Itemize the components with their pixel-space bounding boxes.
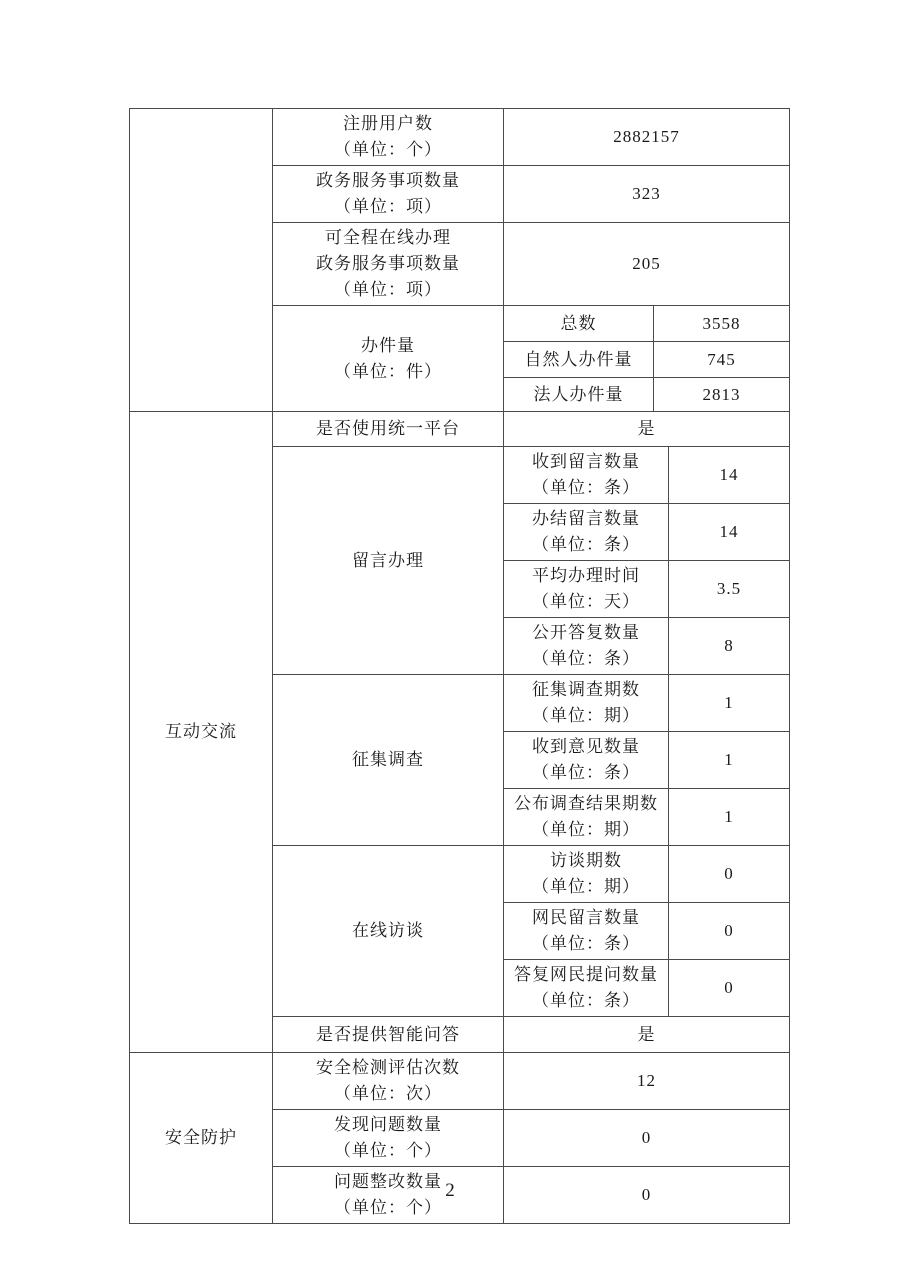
label-problems-found (273, 1110, 504, 1167)
label-unit-line: （单位：期） (532, 877, 640, 896)
value-case-natural-person: 745 (654, 342, 790, 378)
label-unit-line: （单位：条） (532, 478, 640, 497)
label-security-assessments (273, 1053, 504, 1110)
label-unit-line: （单位：条） (532, 649, 640, 668)
label-line: 访谈期数 (550, 851, 622, 870)
value-messages-completed: 14 (669, 504, 790, 561)
label-line: 答复网民提问数量 (514, 965, 658, 984)
value-opinions-received: 1 (669, 732, 790, 789)
value-survey-results-published: 1 (669, 789, 790, 846)
group-label-interview: 在线访谈 (273, 846, 504, 1017)
label-survey-results-published (504, 789, 669, 846)
category-cell-empty (130, 109, 273, 412)
label-online-service-items (273, 223, 504, 306)
label-registered-users (273, 109, 504, 166)
value-registered-users: 2882157 (504, 109, 790, 166)
group-label-case-volume (273, 306, 504, 412)
value-problems-found: 0 (504, 1110, 790, 1167)
label-unit-line: （单位：项） (334, 280, 442, 299)
value-case-total: 3558 (654, 306, 790, 342)
value-messages-received: 14 (669, 447, 790, 504)
label-case-total: 总数 (504, 306, 654, 342)
category-cell-security: 安全防护 (130, 1053, 273, 1224)
label-unit-line: （单位：期） (532, 820, 640, 839)
value-smart-qa: 是 (504, 1017, 790, 1053)
value-service-items: 323 (504, 166, 790, 223)
value-public-replies: 8 (669, 618, 790, 675)
label-line: 网民留言数量 (532, 908, 640, 927)
label-line: 政务服务事项数量 (316, 254, 460, 273)
label-netizen-replies (504, 960, 669, 1017)
label-line: 可全程在线办理 (325, 228, 451, 247)
value-survey-periods: 1 (669, 675, 790, 732)
label-line: 平均办理时间 (532, 566, 640, 585)
label-line: 政务服务事项数量 (316, 171, 460, 190)
label-unit-line: （单位：个） (334, 1198, 442, 1217)
value-unified-platform: 是 (504, 412, 790, 447)
value-problems-rectified: 0 (504, 1167, 790, 1224)
page-number: 2 (445, 1180, 455, 1201)
category-cell-interaction: 互动交流 (130, 412, 273, 1053)
label-line: 办结留言数量 (532, 509, 640, 528)
label-line: 问题整改数量 (334, 1172, 442, 1191)
label-unit-line: （单位：条） (532, 535, 640, 554)
label-line: 安全检测评估次数 (316, 1058, 460, 1077)
label-unified-platform: 是否使用统一平台 (273, 412, 504, 447)
label-unit-line: （单位：项） (334, 197, 442, 216)
label-messages-received (504, 447, 669, 504)
label-unit-line: （单位：个） (334, 1141, 442, 1160)
value-case-legal-person: 2813 (654, 378, 790, 412)
label-service-items (273, 166, 504, 223)
label-avg-handling-time (504, 561, 669, 618)
value-online-service-items: 205 (504, 223, 790, 306)
label-opinions-received (504, 732, 669, 789)
label-unit-line: （单位：次） (334, 1084, 442, 1103)
label-line: 发现问题数量 (334, 1115, 442, 1134)
group-label-message-handling: 留言办理 (273, 447, 504, 675)
group-label-survey: 征集调查 (273, 675, 504, 846)
value-netizen-replies: 0 (669, 960, 790, 1017)
label-line: 收到意见数量 (532, 737, 640, 756)
label-unit-line: （单位：条） (532, 934, 640, 953)
label-unit-line: （单位：个） (334, 140, 442, 159)
label-line: 公开答复数量 (532, 623, 640, 642)
label-netizen-messages (504, 903, 669, 960)
label-unit-line: （单位：天） (532, 592, 640, 611)
label-line: 注册用户数 (343, 114, 433, 133)
label-unit-line: （单位：条） (532, 991, 640, 1010)
label-unit-line: （单位：条） (532, 763, 640, 782)
label-case-natural-person: 自然人办件量 (504, 342, 654, 378)
value-interview-periods: 0 (669, 846, 790, 903)
label-smart-qa: 是否提供智能问答 (273, 1017, 504, 1053)
label-case-legal-person: 法人办件量 (504, 378, 654, 412)
label-unit-line: （单位：件） (334, 361, 442, 381)
label-public-replies (504, 618, 669, 675)
label-messages-completed (504, 504, 669, 561)
label-line: 收到留言数量 (532, 452, 640, 471)
report-table (129, 108, 790, 1224)
label-unit-line: （单位：期） (532, 706, 640, 725)
label-survey-periods (504, 675, 669, 732)
label-line: 办件量 (361, 335, 415, 355)
label-interview-periods (504, 846, 669, 903)
value-security-assessments: 12 (504, 1053, 790, 1110)
label-line: 公布调查结果期数 (514, 794, 658, 813)
value-avg-handling-time: 3.5 (669, 561, 790, 618)
value-netizen-messages: 0 (669, 903, 790, 960)
label-line: 征集调查期数 (532, 680, 640, 699)
